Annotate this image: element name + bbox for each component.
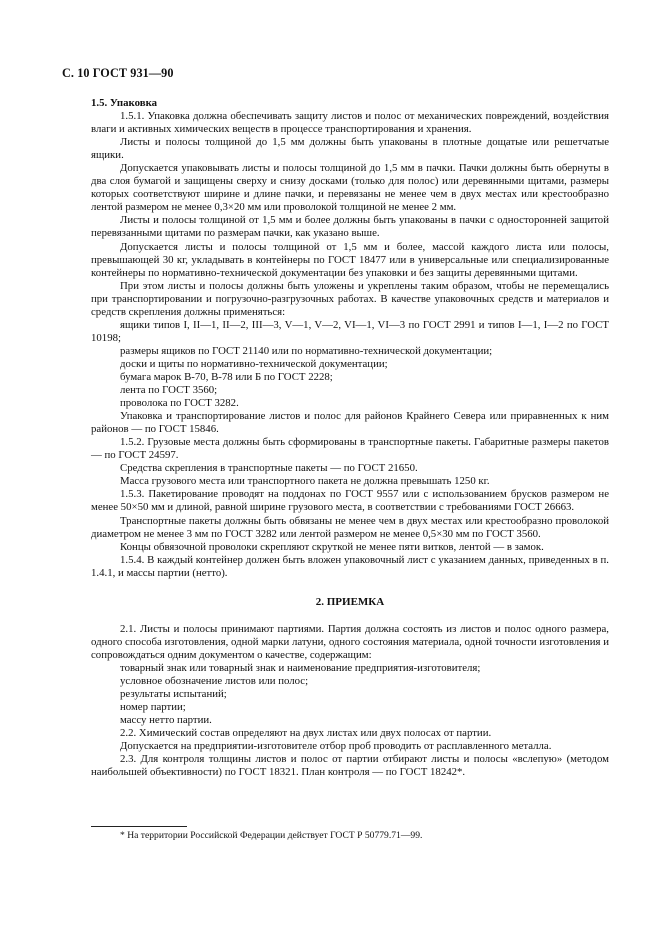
list-item: лента по ГОСТ 3560; [120, 384, 218, 397]
list-item: ящики типов I, II—1, II—2, III—3, V—1, V—2, VI—1, VI—3 по ГОСТ 2991 и типов I—1, I—2 по ГОСТ 10198; [91, 318, 609, 344]
footnote: * На территории Российской Федерации действует ГОСТ Р 50779.71—99. [120, 830, 423, 841]
paragraph: 2.3. Для контроля толщины листов и полос от партии отбирают листы и полосы «вслепую» (методом наибольшей объективности) по ГОСТ 18321. План контроля — по ГОСТ 18242*. [91, 753, 609, 779]
paragraph: Листы и полосы толщиной от 1,5 мм и более должны быть упакованы в пачки с односторонней защитой перевязанными щитами по размерам пачки, как указано выше. [91, 214, 609, 240]
paragraph: Допускается на предприятии-изготовителе отбор проб проводить от расплавленного металла. [120, 740, 552, 753]
list-item: товарный знак или товарный знак и наименование предприятия-изготовителя; [120, 661, 481, 674]
document-body [91, 97, 609, 779]
list-item: массу нетто партии. [120, 714, 212, 727]
list-item: условное обозначение листов или полос; [120, 674, 309, 687]
list-item: доски и щиты по нормативно-технической документации; [120, 357, 388, 370]
paragraph: 1.5.2. Грузовые места должны быть сформированы в транспортные пакеты. Габаритные размеры пакетов — по ГОСТ 24597. [91, 436, 609, 462]
paragraph: Масса грузового места или транспортного пакета не должна превышать 1250 кг. [120, 475, 490, 488]
paragraph: Средства скрепления в транспортные пакеты — по ГОСТ 21650. [120, 462, 418, 475]
list-item: размеры ящиков по ГОСТ 21140 или по нормативно-технической документации; [120, 344, 493, 357]
paragraph: 2.1. Листы и полосы принимают партиями. Партия должна состоять из листов и полос одного размера, одного способа изготовления, одной марки латуни, одного состояния материала, одной точности изготовления и сопровождаться одним документом о качестве, содержащим: [91, 622, 609, 661]
paragraph: При этом листы и полосы должны быть уложены и укреплены таким образом, чтобы не перемещались при транспортировании и погрузочно-разгрузочных работах. В качестве упаковочных средств и материалов и средств скрепления должны применяться: [91, 279, 609, 318]
list-item: номер партии; [120, 701, 186, 714]
paragraph: Листы и полосы толщиной до 1,5 мм должны быть упакованы в плотные дощатые или решетчатые ящики. [91, 136, 609, 162]
paragraph: Допускается упаковывать листы и полосы толщиной до 1,5 мм в пачки. Пачки должны быть обернуты в два слоя бумагой и защищены сверху и снизу досками (только для полос) или деревянными щитами, размеры которых соответствуют ширине и длине пачки, и перевязаны не менее чем в двух местах или крестообразно лентой размером не менее 0,3×20 мм или проволокой толщиной не менее 2 мм. [91, 162, 609, 214]
list-item: результаты испытаний; [120, 688, 227, 701]
paragraph: 2.2. Химический состав определяют на двух листах или двух полосах от партии. [120, 727, 492, 740]
paragraph: Транспортные пакеты должны быть обвязаны не менее чем в двух местах или крестообразно проволокой диаметром не менее 3 мм по ГОСТ 3282 или лентой размером не менее 0,5×30 мм по ГОСТ 3560. [91, 514, 609, 540]
list-item: бумага марок В-70, В-78 или Б по ГОСТ 2228; [120, 370, 333, 383]
paragraph: Упаковка и транспортирование листов и полос для районов Крайнего Севера или приравненных к ним районов — по ГОСТ 15846. [91, 410, 609, 436]
paragraph: 1.5.4. В каждый контейнер должен быть вложен упаковочный лист с указанием данных, приведенных в п. 1.4.1, и массы партии (нетто). [91, 553, 609, 579]
paragraph: 1.5.1. Упаковка должна обеспечивать защиту листов и полос от механических повреждений, воздействия влаги и активных химических веществ в процессе транспортирования и хранения. [91, 110, 609, 136]
page-header: С. 10 ГОСТ 931—90 [62, 66, 174, 80]
section-1-5-title: 1.5. Упаковка [91, 97, 158, 109]
list-item: проволока по ГОСТ 3282. [120, 397, 239, 410]
paragraph: Допускается листы и полосы толщиной от 1,5 мм и более, массой каждого листа или полосы, превышающей 30 кг, укладывать в контейнеры по ГОСТ 18477 или в универсальные или специализированные контейнеры по нормативно-технической документации без упаковки и без защиты деревянными щитами. [91, 240, 609, 279]
footnote-divider [91, 826, 187, 827]
paragraph: Концы обвязочной проволоки скрепляют скруткой не менее пяти витков, лентой — в замок. [120, 540, 544, 553]
section-2-title: 2. ПРИЕМКА [315, 595, 385, 608]
paragraph: 1.5.3. Пакетирование проводят на поддонах по ГОСТ 9557 или с использованием брусков размером не менее 50×50 мм и длиной, равной ширине грузового места, в соответствии с требованиями ГОСТ 26663. [91, 488, 609, 514]
